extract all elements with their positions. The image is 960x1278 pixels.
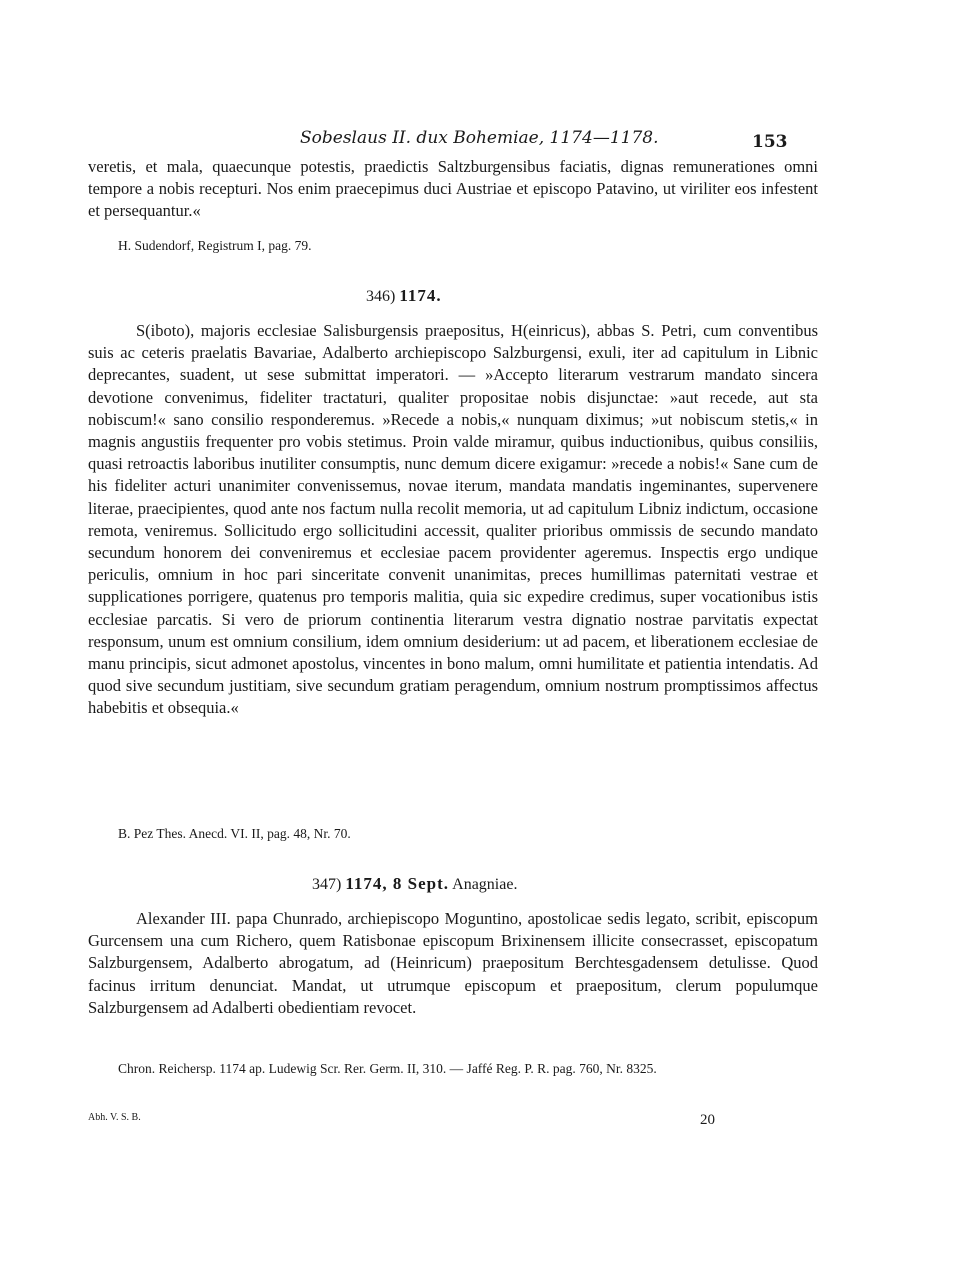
- document-347-number: 347): [312, 876, 342, 893]
- document-346-year: 1174.: [399, 286, 442, 305]
- document-346-number: 346): [366, 288, 396, 305]
- document-346-text: S(iboto), majoris ecclesiae Salisburgensis praepositus, H(einricus), abbas S. Petri, cum conventibus suis ac ceteris praelatis Bavariae, Adalberto archiepiscopo Salzburgensi, exuli, iter ad capitulum in Libnic deprecantes, suadent, ut sese submittat imperatori. — »Accepto literarum vestrarum mandato sincera devotione convenimus, fideliter tractaturi, qualiter propositae nobis disjunctae: »aut recede, aut sta nobiscum!« sano consilio responderemus. »Recede a nobis,« nunquam diximus; »ut nobiscum stetis,« in magnis angustiis frequenter pro vobis stetimus. Proin valde miramur, quibus inductionibus, quibus consiliis, quasi retroactis laboribus inutiliter consumptis, nunc demum dicere exigamur: »recede a nobis!« Sane cum de his fideliter acturi unanimiter convenissemus, novae iterum, mandata mandatis ingeminantes, supervenere literae, praecipientes, quod ante nos factum nulla recolit memoria, ut ad capitulum Libniz indictum, occasione remota, veniremus. Sollicitudo ergo sollicitudini accessit, qualiter prioribus ommissis de secundo mandato secundum honorem dei conveniremus et ecclesiae pacem providenter ageremus. Inspectis ergo undique periculis, omnium in hoc pari sinceritate convenit unanimitas, preces humillimas paternitati vestrae et supplicationes porrigere, quatenus pro temporis malitia, quia sic expedire credimus, super vocationibus istis ecclesiae parcatis. Si vero de priorum continentia literarum vestra dignatio nostrae parvitatis expectat responsum, unum est omnium consilium, idem omnium desiderium: ut ad pacem, et liberationem ecclesiae de manu principis, sicut admonet apostolus, vincentes in bono malum, omni humilitate et patientia intendatis. Ad quod sive secundum justitiam, sive secundum gratiam peragendum, omnium nostrum promptissimos affectus habebitis et obsequia.«: [88, 321, 818, 718]
- continuation-paragraph: veretis, et mala, quaecunque potestis, praedictis Saltzburgensibus faciatis, dignas remunerationes omni tempore a nobis recepturi. Nos enim praecepimus duci Austriae et episcopo Patavino, ut viriliter eos infestent et persequantur.«: [88, 157, 818, 221]
- running-header: Sobeslaus II. dux Bohemiae, 1174—1178.: [300, 128, 659, 148]
- document-346-citation: B. Pez Thes. Anecd. VI. II, pag. 48, Nr. 70.: [118, 826, 351, 841]
- document-347-heading: [312, 874, 517, 894]
- document-347-place: Anagniae.: [452, 876, 518, 893]
- printer-signature: Abh. V. S. B.: [88, 1112, 141, 1123]
- sheet-number: 20: [700, 1112, 715, 1128]
- continuation-citation: H. Sudendorf, Registrum I, pag. 79.: [118, 238, 312, 253]
- document-347-date: 1174, 8 Sept.: [345, 874, 450, 893]
- document-346-heading: [366, 286, 442, 306]
- document-347-citation: Chron. Reichersp. 1174 ap. Ludewig Scr. Rer. Germ. II, 310. — Jaffé Reg. P. R. pag. 760, Nr. 8325.: [118, 1061, 657, 1076]
- page-number: 153: [752, 132, 788, 152]
- document-347-text: Alexander III. papa Chunrado, archiepiscopo Moguntino, apostolicae sedis legato, scribit, episcopum Gurcensem una cum Richero, quem Ratisbonae episcopum Brixinensem illicite consecrasset, episcopatum Salzburgensem, Adalberto abrogatum, ad (Heinricum) praepositum Berchtesgadensem detulisse. Quod facinus irritum denunciat. Mandat, ut utrumque episcopum et praepositum, clerum populumque Salzburgensem ad Adalberti obedientiam revocet.: [88, 909, 818, 1017]
